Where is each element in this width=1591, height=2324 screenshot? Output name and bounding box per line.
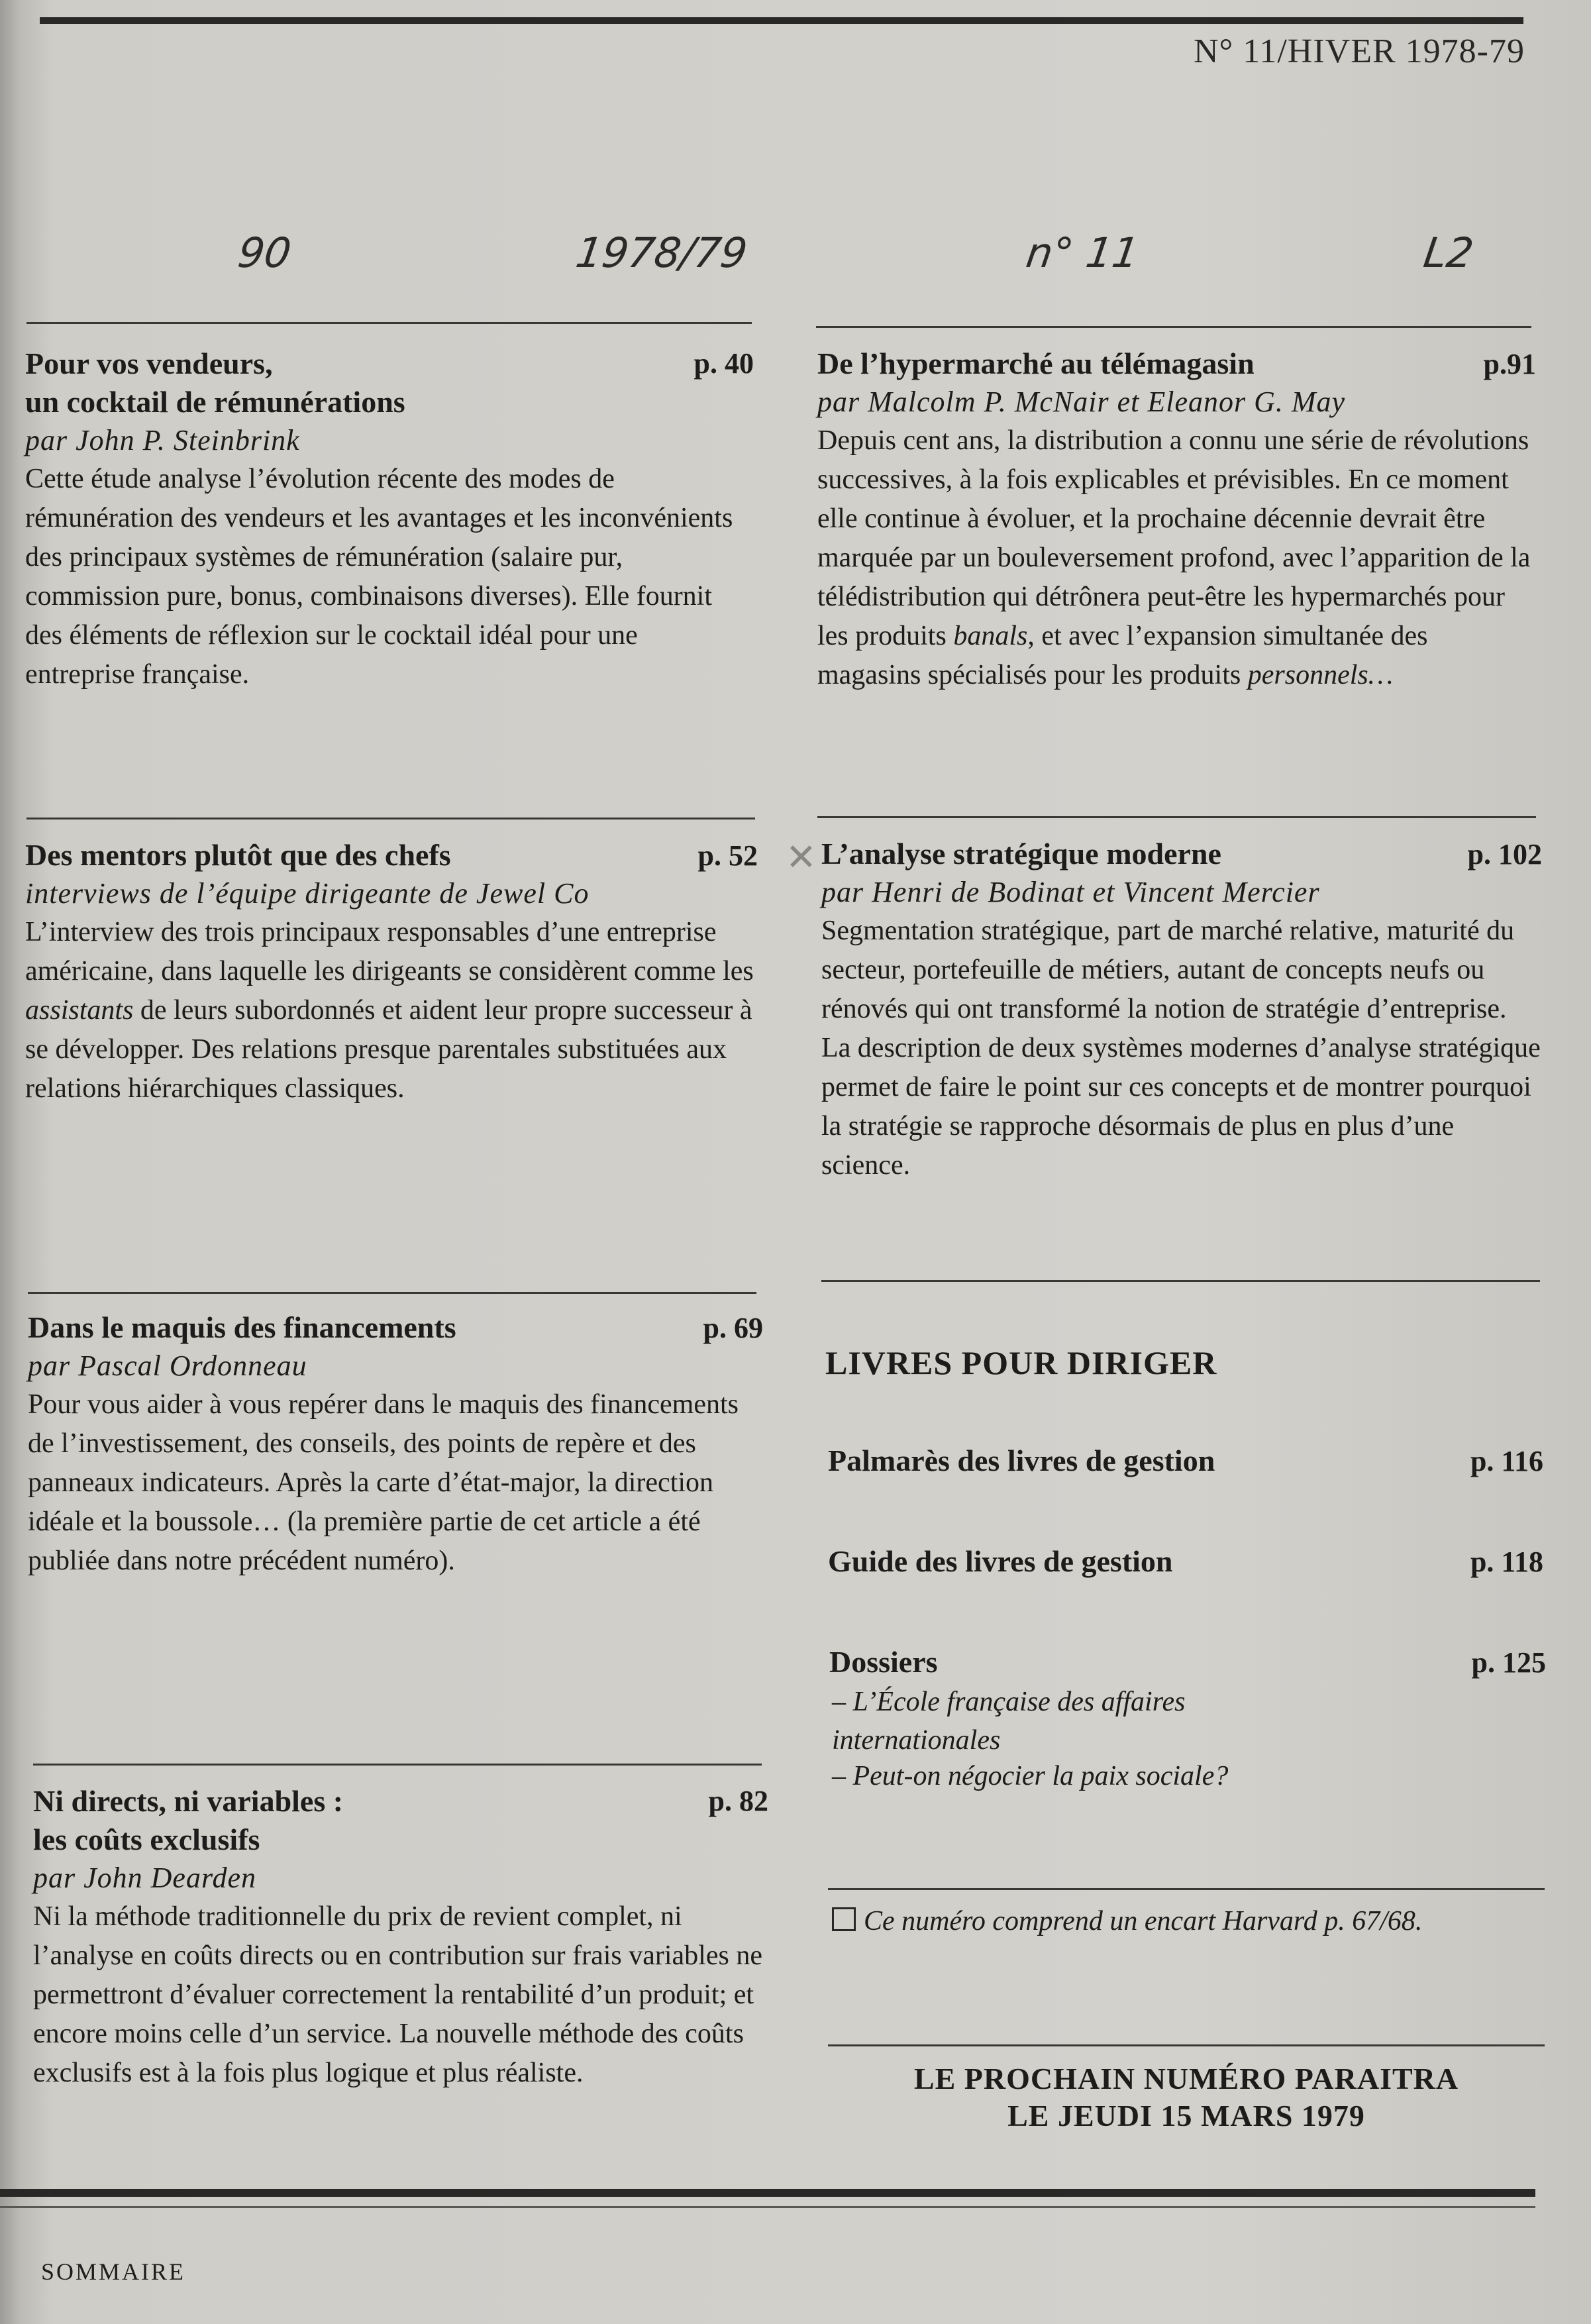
article-couts-exclusifs bbox=[33, 1782, 768, 2093]
checkbox-icon bbox=[832, 1907, 856, 1931]
article-author: par Pascal Ordonneau bbox=[28, 1349, 307, 1382]
book-entry-title: Guide des livres de gestion bbox=[828, 1544, 1173, 1578]
article-summary: Ni la méthode traditionnelle du prix de revient complet, ni l’analyse en coûts directs ou en contribution sur frais variables ne permettront d’évaluer correctement la rentabilité d’un produit; et encore moins celle d’un service. La nouvelle méthode des coûts exclusifs est à la fois plus logique et plus réaliste. bbox=[33, 1901, 762, 2088]
dossier-item: – L’École française des affaires internationales bbox=[832, 1687, 1186, 1756]
article-title: Ni directs, ni variables : bbox=[33, 1784, 344, 1818]
handwritten-note-3: n° 11 bbox=[1023, 229, 1143, 277]
page-number: p.91 bbox=[1483, 348, 1536, 380]
article-title: Dans le maquis des financements bbox=[28, 1310, 456, 1344]
insert-note: Ce numéro comprend un encart Harvard p. 67/68. bbox=[832, 1901, 1534, 1941]
article-author: interviews de l’équipe dirigeante de Jewel Co bbox=[25, 877, 590, 910]
divider bbox=[817, 816, 1536, 818]
book-entry-title: Palmarès des livres de gestion bbox=[828, 1444, 1215, 1477]
page-number: p. 102 bbox=[1467, 838, 1542, 871]
article-author: par John P. Steinbrink bbox=[25, 424, 300, 456]
page-number: p. 52 bbox=[697, 839, 758, 872]
bottom-rule bbox=[0, 2189, 1535, 2197]
next-issue-line: LE JEUDI 15 MARS 1979 bbox=[1007, 2099, 1365, 2133]
article-vendeurs bbox=[25, 344, 754, 694]
article-title: Pour vos vendeurs, bbox=[25, 346, 273, 380]
bottom-rule-thin bbox=[0, 2206, 1535, 2208]
article-summary: Cette étude analyse l’évolution récente des modes de rémunération des vendeurs et les avantages et les inconvénients des principaux systèmes de rémunération (salaire pur, commission pure, bonus, combinaisons diverses). Elle fournit des éléments de réflexion sur le cocktail idéal pour une entreprise française. bbox=[25, 464, 733, 690]
article-title: un cocktail de rémunérations bbox=[25, 385, 405, 419]
divider bbox=[28, 1292, 756, 1294]
page-number: p. 125 bbox=[1471, 1646, 1546, 1679]
article-hypermarche bbox=[817, 344, 1536, 695]
article-analyse-strategique bbox=[821, 835, 1542, 1185]
pencil-x-mark: ✕ bbox=[786, 836, 817, 879]
divider bbox=[828, 1888, 1545, 1890]
book-entry bbox=[829, 1644, 1546, 1679]
article-summary: Segmentation stratégique, part de marché relative, maturité du secteur, portefeuille de métiers, autant de concepts neufs ou rénovés qui ont transformé la notion de stratégie d’entreprise. La description de deux systèmes modernes d’analyse stratégique permet de faire le point sur ces concepts et de montrer pourquoi la stratégie se rapproche désormais de plus en plus d’une science. bbox=[821, 916, 1541, 1181]
article-author: par Henri de Bodinat et Vincent Mercier bbox=[821, 876, 1320, 908]
page-number: p. 40 bbox=[693, 347, 754, 380]
page-number: p. 118 bbox=[1470, 1546, 1543, 1578]
article-author: par Malcolm P. McNair et Eleanor G. May bbox=[817, 386, 1346, 418]
article-summary: Pour vous aider à vous repérer dans le maquis des financements de l’investissement, des conseils, des points de repère et des panneaux indicateurs. Après la carte d’état-major, la direction idéale et la boussole… (la première partie de cet article a été publiée dans notre précédent numéro). bbox=[28, 1389, 739, 1576]
page-number: p. 116 bbox=[1470, 1445, 1543, 1477]
next-issue-notice bbox=[828, 2060, 1545, 2135]
books-section-heading: LIVRES POUR DIRIGER bbox=[825, 1344, 1217, 1381]
divider bbox=[26, 818, 755, 819]
article-title: De l’hypermarché au télémagasin bbox=[817, 346, 1255, 380]
page-number: p. 82 bbox=[708, 1785, 768, 1817]
section-footer: SOMMAIRE bbox=[41, 2258, 186, 2285]
handwritten-note-2: 1978/79 bbox=[572, 229, 750, 277]
article-mentors bbox=[25, 836, 758, 1108]
handwritten-note-1: 90 bbox=[234, 229, 295, 277]
article-summary: Depuis cent ans, la distribution a connu une série de révolutions successives, à la fois explicables et prévisibles. En ce moment elle continue à évoluer, et la prochaine décennie devrait être marquée par un bouleversement profond, avec l’apparition de la télédistribution qui détrônera peut-être les hypermarchés pour les produits banals, et avec l’expansion simultanée des magasins spécialisés pour les produits personnels… bbox=[817, 425, 1531, 690]
book-entry bbox=[828, 1443, 1543, 1478]
divider bbox=[33, 1764, 762, 1766]
article-financements bbox=[28, 1308, 763, 1581]
article-summary: L’interview des trois principaux responsables d’une entreprise américaine, dans laquelle les dirigeants se considèrent comme les assistants de leurs subordonnés et aident leur propre successeur à se développer. Des relations presque parentales substituées aux relations hiérarchiques classiques. bbox=[25, 917, 754, 1104]
book-entry-title: Dossiers bbox=[829, 1645, 938, 1679]
divider bbox=[816, 326, 1531, 328]
page-number: p. 69 bbox=[703, 1312, 763, 1344]
article-title: Des mentors plutôt que des chefs bbox=[25, 838, 451, 872]
handwritten-note-4: L2 bbox=[1420, 229, 1477, 277]
divider bbox=[26, 322, 752, 324]
top-rule bbox=[40, 17, 1523, 24]
article-title: les coûts exclusifs bbox=[33, 1822, 260, 1856]
dossier-item: – Peut-on négocier la paix sociale? bbox=[832, 1761, 1229, 1791]
issue-number: N° 11/HIVER 1978-79 bbox=[1193, 32, 1525, 70]
next-issue-line: LE PROCHAIN NUMÉRO PARAITRA bbox=[913, 2062, 1459, 2095]
book-entry bbox=[828, 1544, 1543, 1579]
article-author: par John Dearden bbox=[33, 1862, 256, 1894]
divider bbox=[821, 1280, 1540, 1282]
article-title: L’analyse stratégique moderne bbox=[821, 837, 1221, 871]
divider bbox=[828, 2044, 1545, 2046]
